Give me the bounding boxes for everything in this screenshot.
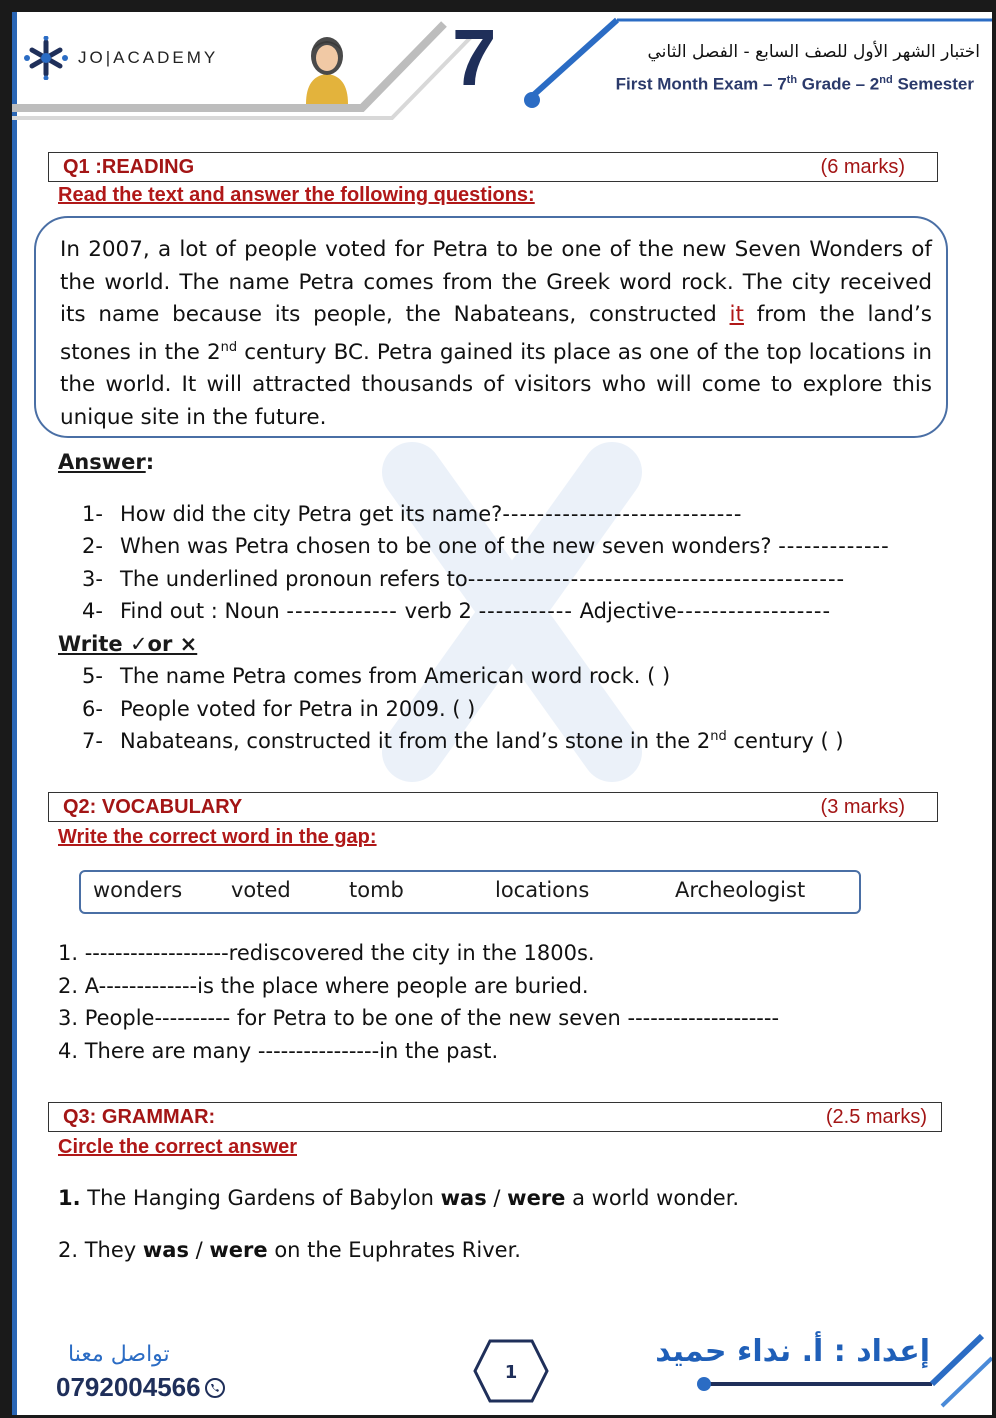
- choice-option: were: [209, 1238, 268, 1262]
- jo-academy-logo: [24, 36, 218, 80]
- word-bank-item: tomb: [349, 878, 404, 902]
- q3-instruction: Circle the correct answer: [58, 1136, 297, 1158]
- grammar-item-2: 2. They was / were on the Euphrates River.: [58, 1238, 521, 1262]
- page-number-badge: [472, 1338, 550, 1404]
- academy-star-icon: [24, 36, 68, 80]
- q1-header: [48, 152, 938, 182]
- q2-marks: (3 marks): [820, 795, 905, 818]
- q2-title: Q2: VOCABULARY: [63, 795, 243, 818]
- write-true-false-label: Write ✓or ×: [58, 632, 198, 656]
- exam-page: [12, 12, 992, 1415]
- q2-instruction: Write the correct word in the gap:: [58, 826, 377, 848]
- vocab-item-2: 2. A-------------is the place where people are buried.: [58, 974, 589, 998]
- answer-label: Answer:: [58, 450, 155, 474]
- underlined-pronoun: it: [729, 302, 744, 327]
- q3-header: [48, 1102, 942, 1132]
- vocab-item-4: 4. There are many ----------------in the past.: [58, 1039, 499, 1063]
- word-bank-item: locations: [495, 878, 590, 902]
- q3-marks: (2.5 marks): [825, 1105, 927, 1128]
- left-accent-bar: [12, 12, 17, 1415]
- teacher-avatar: [298, 30, 356, 104]
- whatsapp-icon: [203, 1376, 227, 1400]
- question-3: 3- The underlined pronoun refers to--------------------------------------------: [82, 567, 846, 591]
- q2-header: [48, 792, 938, 822]
- word-bank-item: wonders: [93, 878, 183, 902]
- vocab-item-1: 1. -------------------rediscovered the city in the 1800s.: [58, 941, 595, 965]
- q3-title: Q3: GRAMMAR:: [63, 1105, 216, 1128]
- word-bank-item: Archeologist: [675, 878, 806, 902]
- page-number: 1: [504, 1362, 518, 1383]
- word-bank-item: voted: [231, 878, 291, 902]
- footer-decoration: [692, 1332, 992, 1415]
- vocab-item-3: 3. People---------- for Petra to be one of the new seven --------------------: [58, 1006, 780, 1030]
- question-4: 4- Find out : Noun ------------- verb 2 ----------- Adjective------------------: [82, 599, 832, 623]
- q1-marks: (6 marks): [820, 155, 905, 178]
- tf-question-6: 6- People voted for Petra in 2009. ( ): [82, 697, 476, 721]
- contact-us-arabic: تواصل معنا: [68, 1342, 170, 1367]
- q1-title: Q1 :READING: [63, 155, 195, 178]
- reading-passage: In 2007, a lot of people voted for Petra to be one of the new Seven Wonders of the world. The name Petra comes from the Greek word rock. The city received its name because its people, the Nabateans, constructed it from the land’s stones in the 2nd century BC. Petra gained its place as one of the top locations in the world. It will attracted thousands of visitors who will come to explore this unique site in the future.: [34, 216, 948, 438]
- choice-option: was: [440, 1186, 487, 1210]
- exam-title-arabic: اختبار الشهر الأول للصف السابع - الفصل الثاني: [647, 42, 980, 62]
- tf-question-7: 7- Nabateans, constructed it from the land’s stone in the 2nd century ( ): [82, 729, 844, 753]
- grammar-item-1: 1. The Hanging Gardens of Babylon was / were a world wonder.: [58, 1186, 740, 1210]
- phone-number: 0792004566: [56, 1372, 227, 1403]
- author-credit-arabic: إعداد : أ. نداء حميد: [655, 1334, 930, 1369]
- choice-option: was: [142, 1238, 189, 1262]
- brand-name: JO|ACADEMY: [78, 48, 219, 67]
- question-1: 1- How did the city Petra get its name?----------------------------: [82, 502, 743, 526]
- question-2: 2- When was Petra chosen to be one of the new seven wonders? -------------: [82, 534, 890, 558]
- grade-number: 7: [452, 13, 497, 102]
- word-bank: [79, 870, 861, 914]
- choice-option: were: [507, 1186, 566, 1210]
- exam-title-english: First Month Exam – 7th Grade – 2nd Semester: [615, 74, 974, 94]
- q1-instruction: Read the text and answer the following questions:: [58, 184, 535, 206]
- tf-question-5: 5- The name Petra comes from American word rock. ( ): [82, 664, 671, 688]
